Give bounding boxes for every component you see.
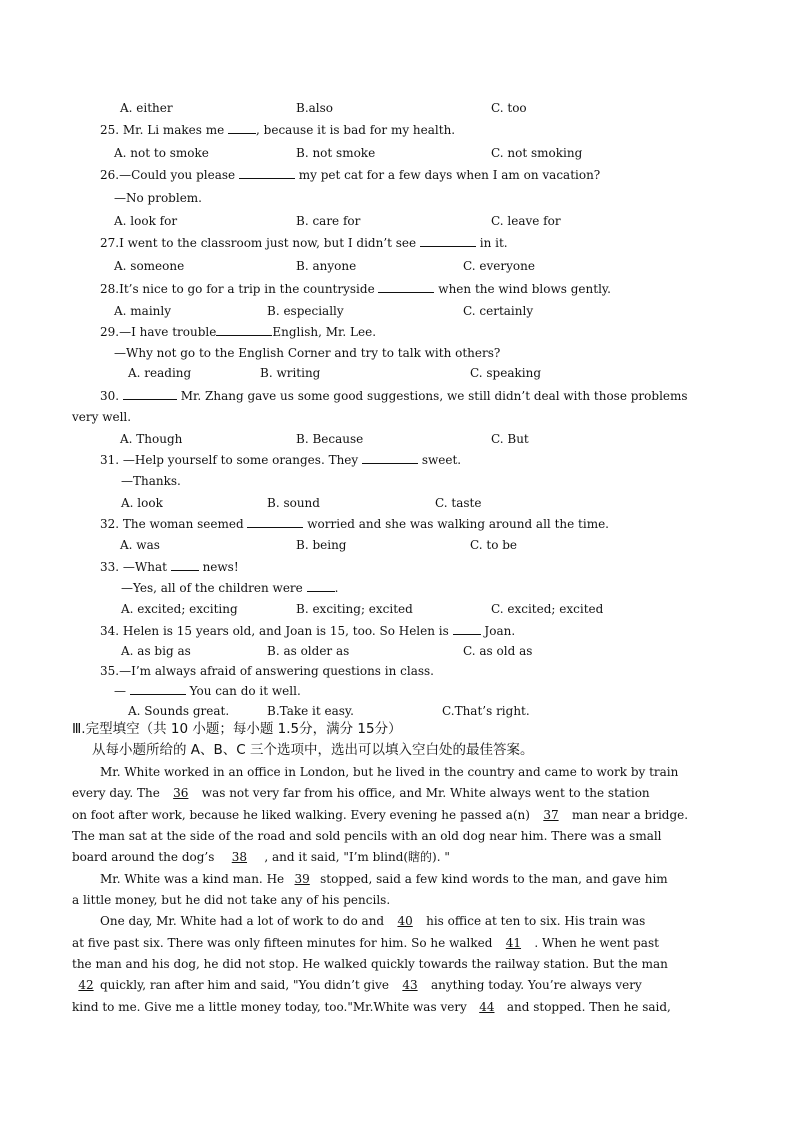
q31-stem: 31. —Help yourself to some oranges. They sweet. [100, 453, 462, 467]
q25-option-a: A. not to smoke [114, 146, 209, 160]
q28-option-a: A. mainly [114, 304, 172, 318]
q27-option-c: C. everyone [463, 259, 535, 273]
q31-reply: —Thanks. [121, 474, 181, 488]
passage-line: board around the dog’s 38 , and it said, "I’m blind(瞎的). " [72, 850, 450, 864]
passage-line: One day, Mr. White had a lot of work to do and 40 his office at ten to six. His train was [100, 914, 646, 928]
q25-option-c: C. not smoking [491, 146, 583, 160]
q27-option-a: A. someone [114, 259, 185, 273]
q28-option-c: C. certainly [463, 304, 534, 318]
q34-option-b: B. as older as [267, 644, 350, 658]
passage-line: the man and his dog, he did not stop. He walked quickly towards the railway station. But the man [72, 957, 668, 971]
q26-option-c: C. leave for [491, 214, 561, 228]
q29-reply: —Why not go to the English Corner and try to talk with others? [114, 346, 501, 360]
q32-stem: 32. The woman seemed worried and she was walking around all the time. [100, 517, 609, 531]
passage-line: 42 quickly, ran after him and said, "You didn’t give 43 anything today. You’re always very [72, 977, 642, 993]
q29-option-a: A. reading [128, 366, 192, 380]
q25-stem: 25. Mr. Li makes me , because it is bad for my health. [100, 123, 456, 137]
q30-stem: 30. Mr. Zhang gave us some good suggestions, we still didn’t deal with those problems [100, 389, 688, 403]
blank-41: 41 [505, 936, 522, 950]
q34-option-c: C. as old as [463, 644, 533, 658]
q35-option-c: C.That’s right. [442, 704, 530, 718]
blank-42: 42 [78, 978, 94, 992]
q30-stem-cont: very well. [72, 410, 132, 424]
passage-line: at five past six. There was only fifteen minutes for him. So he walked 41 . When he went past [72, 936, 659, 950]
q26-stem: 26.—Could you please my pet cat for a few days when I am on vacation? [100, 168, 601, 182]
q33-option-b: B. exciting; excited [296, 602, 413, 616]
q29-option-c: C. speaking [470, 366, 541, 380]
q33-option-c: C. excited; excited [491, 602, 604, 616]
q24-option-c: C. too [491, 101, 527, 115]
q33-stem: 33. —What news! [100, 560, 239, 574]
blank-39: 39 [294, 872, 310, 886]
blank-44: 44 [479, 1000, 495, 1014]
q26-option-a: A. look for [114, 214, 178, 228]
q26-reply: —No problem. [114, 191, 202, 205]
q29-option-b: B. writing [260, 366, 321, 380]
q24-option-a: A. either [120, 101, 173, 115]
q28-option-b: B. especially [267, 304, 344, 318]
q33-reply: —Yes, all of the children were . [121, 581, 339, 595]
passage-line: on foot after work, because he liked walking. Every evening he passed a(n) 37 man near a bridge. [72, 808, 689, 822]
q31-option-c: C. taste [435, 496, 482, 510]
q34-stem: 34. Helen is 15 years old, and Joan is 15, too. So Helen is Joan. [100, 624, 516, 638]
blank-38: 38 [231, 850, 248, 864]
passage-line: Mr. White worked in an office in London, but he lived in the country and came to work by train [100, 765, 679, 779]
blank-37: 37 [543, 808, 559, 822]
q26-option-b: B. care for [296, 214, 361, 228]
blank-36: 36 [173, 786, 189, 800]
q27-option-b: B. anyone [296, 259, 357, 273]
q30-option-a: A. Though [120, 432, 183, 446]
passage-line: every day. The 36 was not very far from his office, and Mr. White always went to the station [72, 786, 650, 800]
section-3-instruction: 从每小题所给的 A、B、C 三个选项中，选出可以填入空白处的最佳答案。 [92, 742, 534, 758]
q35-option-a: A. Sounds great. [128, 704, 230, 718]
q32-option-a: A. was [120, 538, 160, 552]
q31-option-b: B. sound [267, 496, 320, 510]
passage-line: kind to me. Give me a little money today, too."Mr.White was very 44 and stopped. Then he said, [72, 1000, 671, 1014]
q35-reply: — You can do it well. [114, 684, 301, 698]
q28-stem: 28.It’s nice to go for a trip in the countryside when the wind blows gently. [100, 282, 611, 296]
q30-option-c: C. But [491, 432, 529, 446]
q35-stem: 35.—I’m always afraid of answering questions in class. [100, 664, 434, 678]
q27-stem: 27.I went to the classroom just now, but I didn’t see in it. [100, 236, 508, 250]
passage-line: The man sat at the side of the road and sold pencils with an old dog near him. There was a small [72, 829, 662, 843]
blank-40: 40 [397, 914, 413, 928]
blank-43: 43 [402, 978, 418, 992]
q32-option-c: C. to be [470, 538, 518, 552]
section-3-heading: Ⅲ.完型填空（共 10 小题；每小题 1.5分，满分 15分） [72, 721, 402, 737]
q24-option-b: B.also [296, 101, 334, 115]
q31-option-a: A. look [121, 496, 163, 510]
q34-option-a: A. as big as [121, 644, 191, 658]
q30-option-b: B. Because [296, 432, 364, 446]
q33-option-a: A. excited; exciting [121, 602, 238, 616]
q29-stem: 29.—I have trouble English, Mr. Lee. [100, 325, 377, 339]
q32-option-b: B. being [296, 538, 347, 552]
passage-line: Mr. White was a kind man. He 39 stopped, said a few kind words to the man, and gave him [100, 872, 668, 886]
q35-option-b: B.Take it easy. [267, 704, 354, 718]
passage-line: a little money, but he did not take any of his pencils. [72, 893, 391, 907]
q25-option-b: B. not smoke [296, 146, 376, 160]
